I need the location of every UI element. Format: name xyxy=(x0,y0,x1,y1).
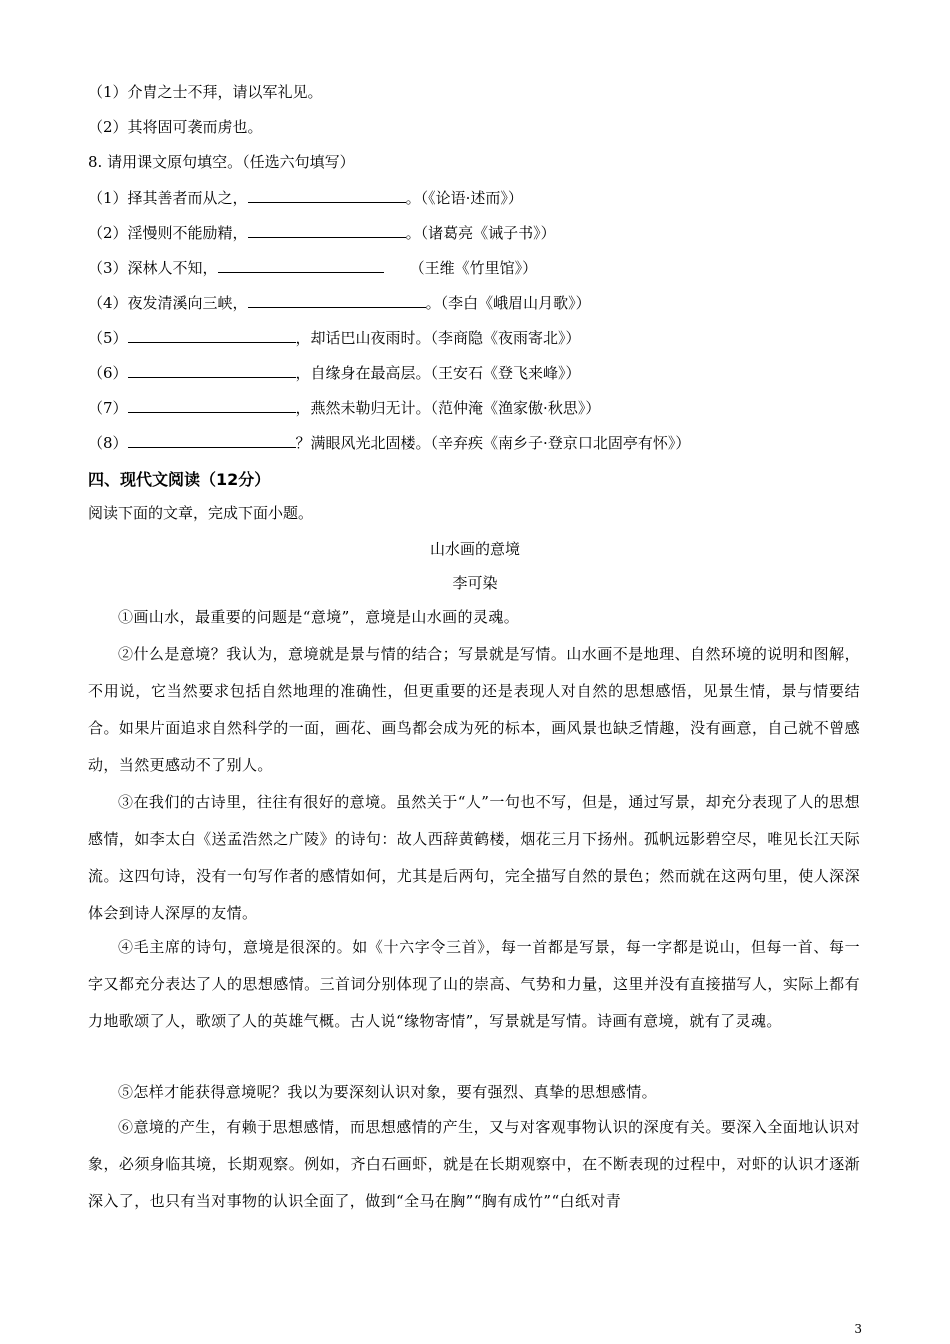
fill-item-after: ，却话巴山夜雨时。（李商隐《夜雨寄北》） xyxy=(295,329,581,347)
fill-item-number: （2） xyxy=(88,224,128,242)
fill-item-after: ，燕然未勒归无计。（范仲淹《渔家傲·秋思》） xyxy=(295,399,601,417)
article-author: 李可染 xyxy=(452,574,498,592)
fill-item-number: （4） xyxy=(88,294,128,312)
fill-item-before: 择其善者而从之， xyxy=(127,189,248,207)
article-paragraph-5: ⑤怎样才能获得意境呢？我以为要深刻认识对象，要有强烈、真挚的思想感情。 xyxy=(118,1083,658,1101)
fill-item-number: （6） xyxy=(88,364,128,382)
fill-item-after: ？满眼风光北固楼。（辛弃疾《南乡子·登京口北固亭有怀》） xyxy=(295,434,691,452)
translation-item-2: （2）其将固可袭而虏也。 xyxy=(88,118,263,136)
fill-item-4 xyxy=(88,292,591,313)
article-paragraph-6: ⑥意境的产生，有赖于思想感情，而思想感情的产生，又与对客观事物认识的深度有关。要深入全面地认识对象，必须身临其境，长期观察。例如，齐白石画虾，就是在长期观察中，在不断表现的过程中，对虾的认识才逐渐深入了，也只有当对事物的认识全面了，做到“全马在胸”“胸有成竹”“白纸对青 xyxy=(88,1118,860,1210)
article-title: 山水画的意境 xyxy=(429,540,520,558)
fill-item-number: （8） xyxy=(88,434,128,452)
translation-item-1: （1）介胄之士不拜，请以军礼见。 xyxy=(88,83,323,101)
fill-item-number: （3） xyxy=(88,259,128,277)
fill-item-after: 。（《论语·述而》） xyxy=(405,189,523,207)
answer-blank[interactable] xyxy=(248,292,426,308)
article-paragraph-3: ③在我们的古诗里，往往有很好的意境。虽然关于“人”一句也不写，但是，通过写景，却充分表现了人的思想感情，如李太白《送孟浩然之广陵》的诗句：故人西辞黄鹤楼，烟花三月下扬州。孤帆远影碧空尽，唯见长江天际流。这四句诗，没有一句写作者的感情如何，尤其是后两句，完全描写自然的景色；然而就在这两句里，使人深深体会到诗人深厚的友情。 xyxy=(88,793,860,922)
fill-item-after: （王维《竹里馆》） xyxy=(409,259,538,277)
answer-blank[interactable] xyxy=(128,362,296,378)
answer-blank[interactable] xyxy=(248,187,406,203)
fill-item-2 xyxy=(88,222,556,243)
fill-item-number: （7） xyxy=(88,399,128,417)
fill-item-number: （1） xyxy=(88,189,128,207)
fill-item-after: 。（诸葛亮《诫子书》） xyxy=(405,224,556,242)
answer-blank[interactable] xyxy=(128,397,296,413)
article-paragraph-1: ①画山水，最重要的问题是“意境”，意境是山水画的灵魂。 xyxy=(118,608,520,626)
answer-blank[interactable] xyxy=(128,327,296,343)
section-heading: 四、现代文阅读（12分） xyxy=(88,470,271,489)
fill-item-number: （5） xyxy=(88,329,128,347)
article-paragraph-4: ④毛主席的诗句，意境是很深的。如《十六字令三首》，每一首都是写景，每一字都是说山，但每一首、每一字又都充分表达了人的思想感情。三首词分别体现了山的崇高、气势和力量，这里并没有直接描写人，实际上都有力地歌颂了人，歌颂了人的英雄气概。古人说“缘物寄情”，写景就是写情。诗画有意境，就有了灵魂。 xyxy=(88,938,860,1030)
fill-item-before: 深林人不知， xyxy=(127,259,218,277)
fill-item-6 xyxy=(88,362,581,383)
question-8-prompt: 8. 请用课文原句填空。（任选六句填写） xyxy=(88,153,355,171)
answer-blank[interactable] xyxy=(248,222,406,238)
fill-item-before: 夜发清溪向三峡， xyxy=(127,294,248,312)
answer-blank[interactable] xyxy=(128,432,296,448)
reading-instruction: 阅读下面的文章，完成下面小题。 xyxy=(88,504,314,522)
page-number: 3 xyxy=(854,1322,862,1336)
fill-item-after: 。（李白《峨眉山月歌》） xyxy=(425,294,591,312)
fill-item-8 xyxy=(88,432,690,453)
article-paragraph-2: ②什么是意境？我认为，意境就是景与情的结合；写景就是写情。山水画不是地理、自然环境的说明和图解，不用说，它当然要求包括自然地理的准确性，但更重要的还是表现人对自然的思想感悟，见景生情，景与情要结合。如果片面追求自然科学的一面，画花、画鸟都会成为死的标本，画风景也缺乏情趣，没有画意，自己就不曾感动，当然更感动不了别人。 xyxy=(88,645,860,774)
fill-item-1 xyxy=(88,187,523,208)
fill-item-after: ，自缘身在最高层。（王安石《登飞来峰》） xyxy=(295,364,581,382)
fill-item-3 xyxy=(88,257,537,278)
fill-item-before: 淫慢则不能励精， xyxy=(127,224,248,242)
answer-blank[interactable] xyxy=(218,257,384,273)
fill-item-7 xyxy=(88,397,600,418)
fill-item-5 xyxy=(88,327,581,348)
